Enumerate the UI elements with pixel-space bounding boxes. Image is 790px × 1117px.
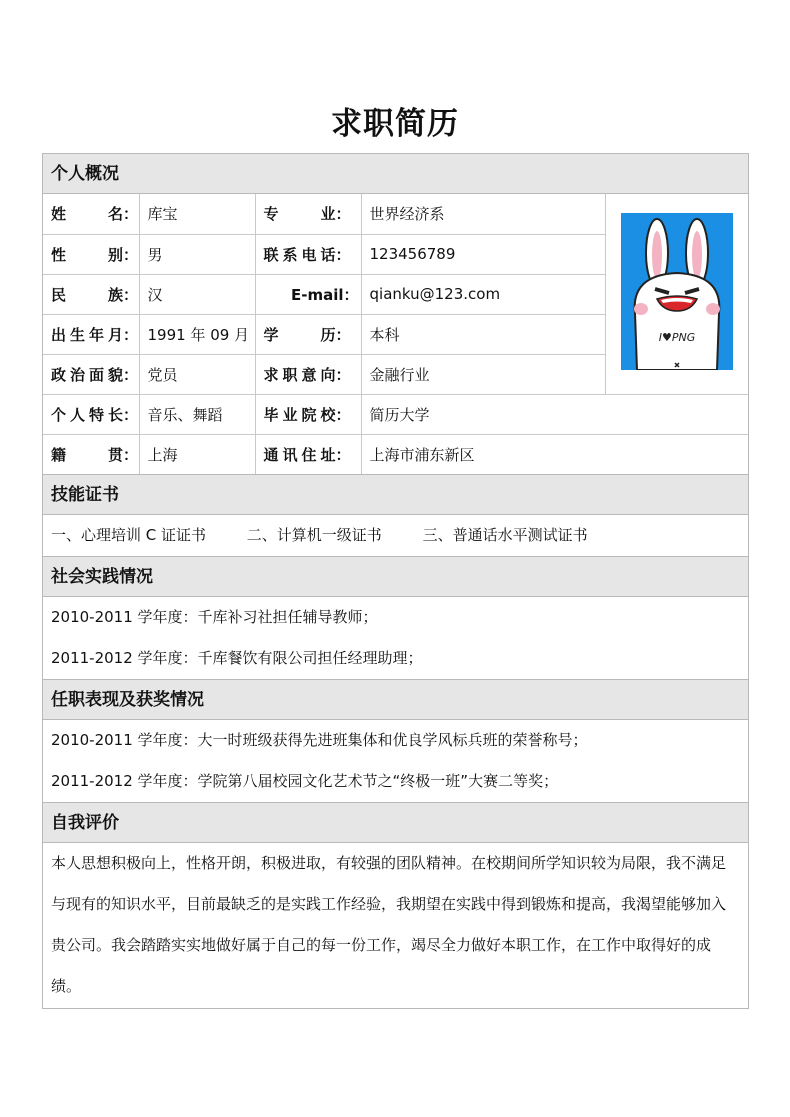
cert-list xyxy=(43,515,748,556)
award-item: 2010-2011 学年度：大一时班级获得先进班集体和优良学风标兵班的荣誉称号； xyxy=(51,731,588,749)
section-header-self: 自我评价 xyxy=(43,802,748,843)
phone-label: 联系电话： xyxy=(255,234,361,274)
photo-caption: I♥PNG xyxy=(658,331,695,345)
school-value: 简历大学 xyxy=(361,394,748,434)
table-row xyxy=(43,394,748,434)
ethnicity-value: 汉 xyxy=(139,274,255,314)
native-value: 上海 xyxy=(139,434,255,474)
table-row xyxy=(43,434,748,474)
resume-sheet xyxy=(42,153,749,1009)
phone-value: 123456789 xyxy=(361,234,605,274)
section-header-awards: 任职表现及获奖情况 xyxy=(43,679,748,720)
practice-item: 2011-2012 学年度：千库餐饮有限公司担任经理助理； xyxy=(51,649,423,667)
school-label: 毕业院校： xyxy=(255,394,361,434)
email-label: E-mail： xyxy=(255,274,361,314)
name-label: 姓名： xyxy=(43,194,139,234)
section-header-skills: 技能证书 xyxy=(43,474,748,515)
birth-value: 1991 年 09 月 xyxy=(139,314,255,354)
talent-value: 音乐、舞蹈 xyxy=(139,394,255,434)
self-evaluation: 本人思想积极向上，性格开朗，积极进取，有较强的团队精神。在校期间所学知识较为局限，我不满足与现有的知识水平，目前最缺乏的是实践工作经验，我期望在实践中得到锻炼和提高，我渴望能够加入贵公司。我会踏踏实实地做好属于自己的每一份工作，竭尽全力做好本职工作，在工作中取得好的成绩。 xyxy=(51,854,727,995)
politics-label: 政治面貌： xyxy=(43,354,139,394)
basic-info-table xyxy=(43,194,748,474)
profile-photo xyxy=(621,213,733,370)
politics-value: 党员 xyxy=(139,354,255,394)
cert-item: 二、计算机一级证书 xyxy=(246,526,382,544)
ethnicity-label: 民族： xyxy=(43,274,139,314)
major-value: 世界经济系 xyxy=(361,194,605,234)
award-item: 2011-2012 学年度：学院第八届校园文化艺术节之“终极一班”大赛二等奖； xyxy=(51,772,559,790)
section-header-basic: 个人概况 xyxy=(43,153,748,194)
cert-item: 三、普通话水平测试证书 xyxy=(422,526,588,544)
major-label: 专业： xyxy=(255,194,361,234)
intent-value: 金融行业 xyxy=(361,354,605,394)
address-value: 上海市浦东新区 xyxy=(361,434,748,474)
section-header-practice: 社会实践情况 xyxy=(43,556,748,597)
photo-cell xyxy=(605,194,748,394)
degree-label: 学历： xyxy=(255,314,361,354)
address-label: 通讯住址： xyxy=(255,434,361,474)
rabbit-illustration xyxy=(621,213,733,370)
talent-label: 个人特长： xyxy=(43,394,139,434)
table-row xyxy=(43,194,748,234)
degree-value: 本科 xyxy=(361,314,605,354)
practice-item: 2010-2011 学年度：千库补习社担任辅导教师； xyxy=(51,608,378,626)
page-title: 求职简历 xyxy=(331,106,459,142)
native-label: 籍贯： xyxy=(43,434,139,474)
birth-label: 出生年月： xyxy=(43,314,139,354)
gender-value: 男 xyxy=(139,234,255,274)
cert-item: 一、心理培训 C 证证书 xyxy=(51,526,207,544)
intent-label: 求职意向： xyxy=(255,354,361,394)
email-value: qianku@123.com xyxy=(361,274,605,314)
name-value: 库宝 xyxy=(139,194,255,234)
gender-label: 性别： xyxy=(43,234,139,274)
